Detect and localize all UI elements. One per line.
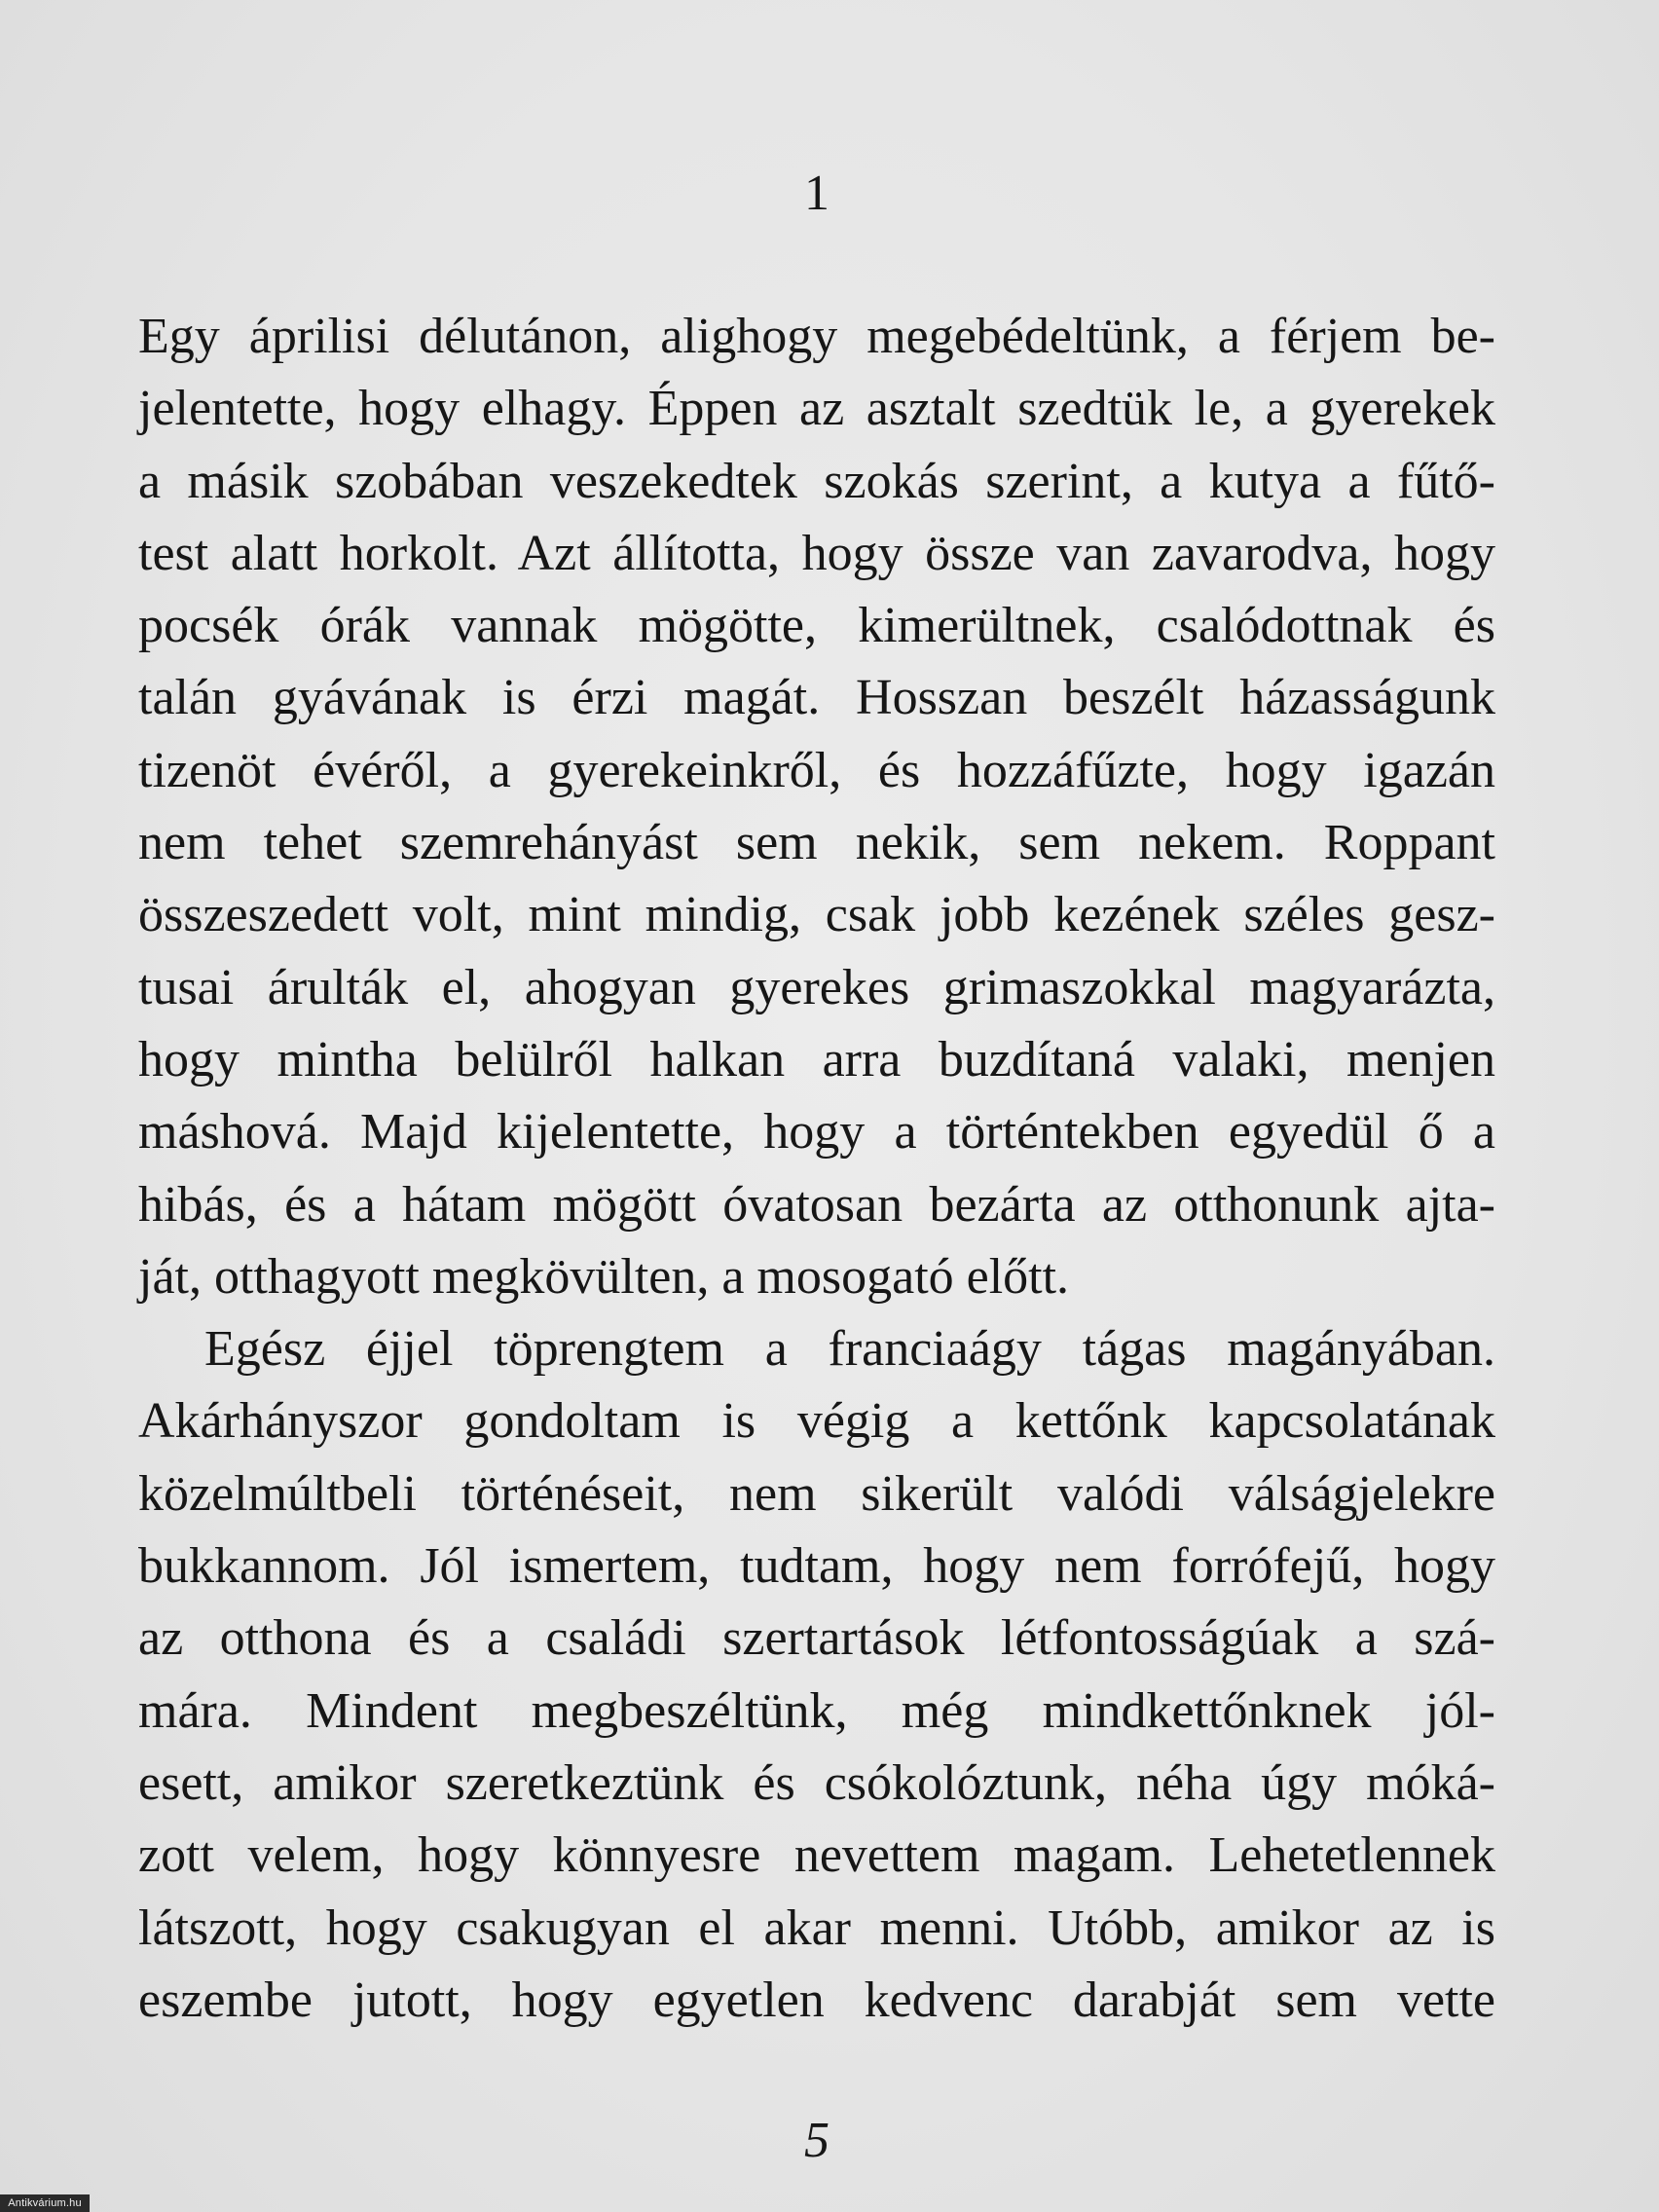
page-number: 5 <box>804 2113 830 2168</box>
text-line: mára. Mindent megbeszéltünk, még mindkettőnknek jól- <box>138 1682 1495 1739</box>
paragraph <box>138 301 1495 1313</box>
text-line: az otthona és a családi szertartások létfontosságúak a szá- <box>138 1610 1495 1667</box>
text-line: test alatt horkolt. Azt állította, hogy össze van zavarodva, hogy <box>138 525 1495 581</box>
text-line: látszott, hogy csakugyan el akar menni. Utóbb, amikor az is <box>138 1899 1495 1956</box>
text-line: közelmúltbeli történéseit, nem sikerült valódi válságjelekre <box>138 1465 1495 1522</box>
text-line: tusai árulták el, ahogyan gyerekes grimaszokkal magyarázta, <box>138 959 1495 1015</box>
text-line: tizenöt évéről, a gyerekeinkről, és hozzáfűzte, hogy igazán <box>138 742 1495 798</box>
text-line: esett, amikor szeretkeztünk és csókolóztunk, néha úgy móká- <box>138 1754 1495 1811</box>
text-line: pocsék órák vannak mögötte, kimerültnek, csalódottnak és <box>138 598 1495 654</box>
chapter-number: 1 <box>804 166 830 221</box>
text-line: hibás, és a hátam mögött óvatosan bezárta az otthonunk ajta- <box>138 1176 1495 1233</box>
text-line: talán gyávának is érzi magát. Hosszan beszélt házasságunk <box>138 670 1495 726</box>
text-line: összeszedett volt, mint mindig, csak jobb kezének széles gesz- <box>138 887 1495 943</box>
text-line: eszembe jutott, hogy egyetlen kedvenc darabját sem vette <box>138 1972 1495 2028</box>
watermark-label: Antikvárium.hu <box>0 2194 90 2212</box>
text-line: Akárhányszor gondoltam is végig a kettőnk kapcsolatának <box>138 1393 1495 1450</box>
text-line: nem tehet szemrehányást sem nekik, sem nekem. Roppant <box>138 815 1495 871</box>
paragraph <box>138 1313 1495 2037</box>
text-line: zott velem, hogy könnyesre nevettem magam. Lehetetlennek <box>138 1827 1495 1884</box>
text-line: hogy mintha belülről halkan arra buzdítaná valaki, menjen <box>138 1031 1495 1088</box>
text-line: Egy áprilisi délutánon, alighogy megebédeltünk, a férjem be- <box>138 309 1495 364</box>
text-line: jelentette, hogy elhagy. Éppen az asztalt szedtük le, a gyerekek <box>138 381 1495 437</box>
text-line: a másik szobában veszekedtek szokás szerint, a kutya a fűtő- <box>138 453 1495 509</box>
text-line: ját, otthagyott megkövülten, a mosogató előtt. <box>138 1248 1070 1305</box>
text-line: máshová. Majd kijelentette, hogy a történtekben egyedül ő a <box>138 1104 1495 1161</box>
body-text <box>138 301 1495 2037</box>
text-line: Egész éjjel töprengtem a franciaágy tágas magányában. <box>204 1321 1495 1378</box>
text-line: bukkannom. Jól ismertem, tudtam, hogy nem forrófejű, hogy <box>138 1538 1495 1595</box>
